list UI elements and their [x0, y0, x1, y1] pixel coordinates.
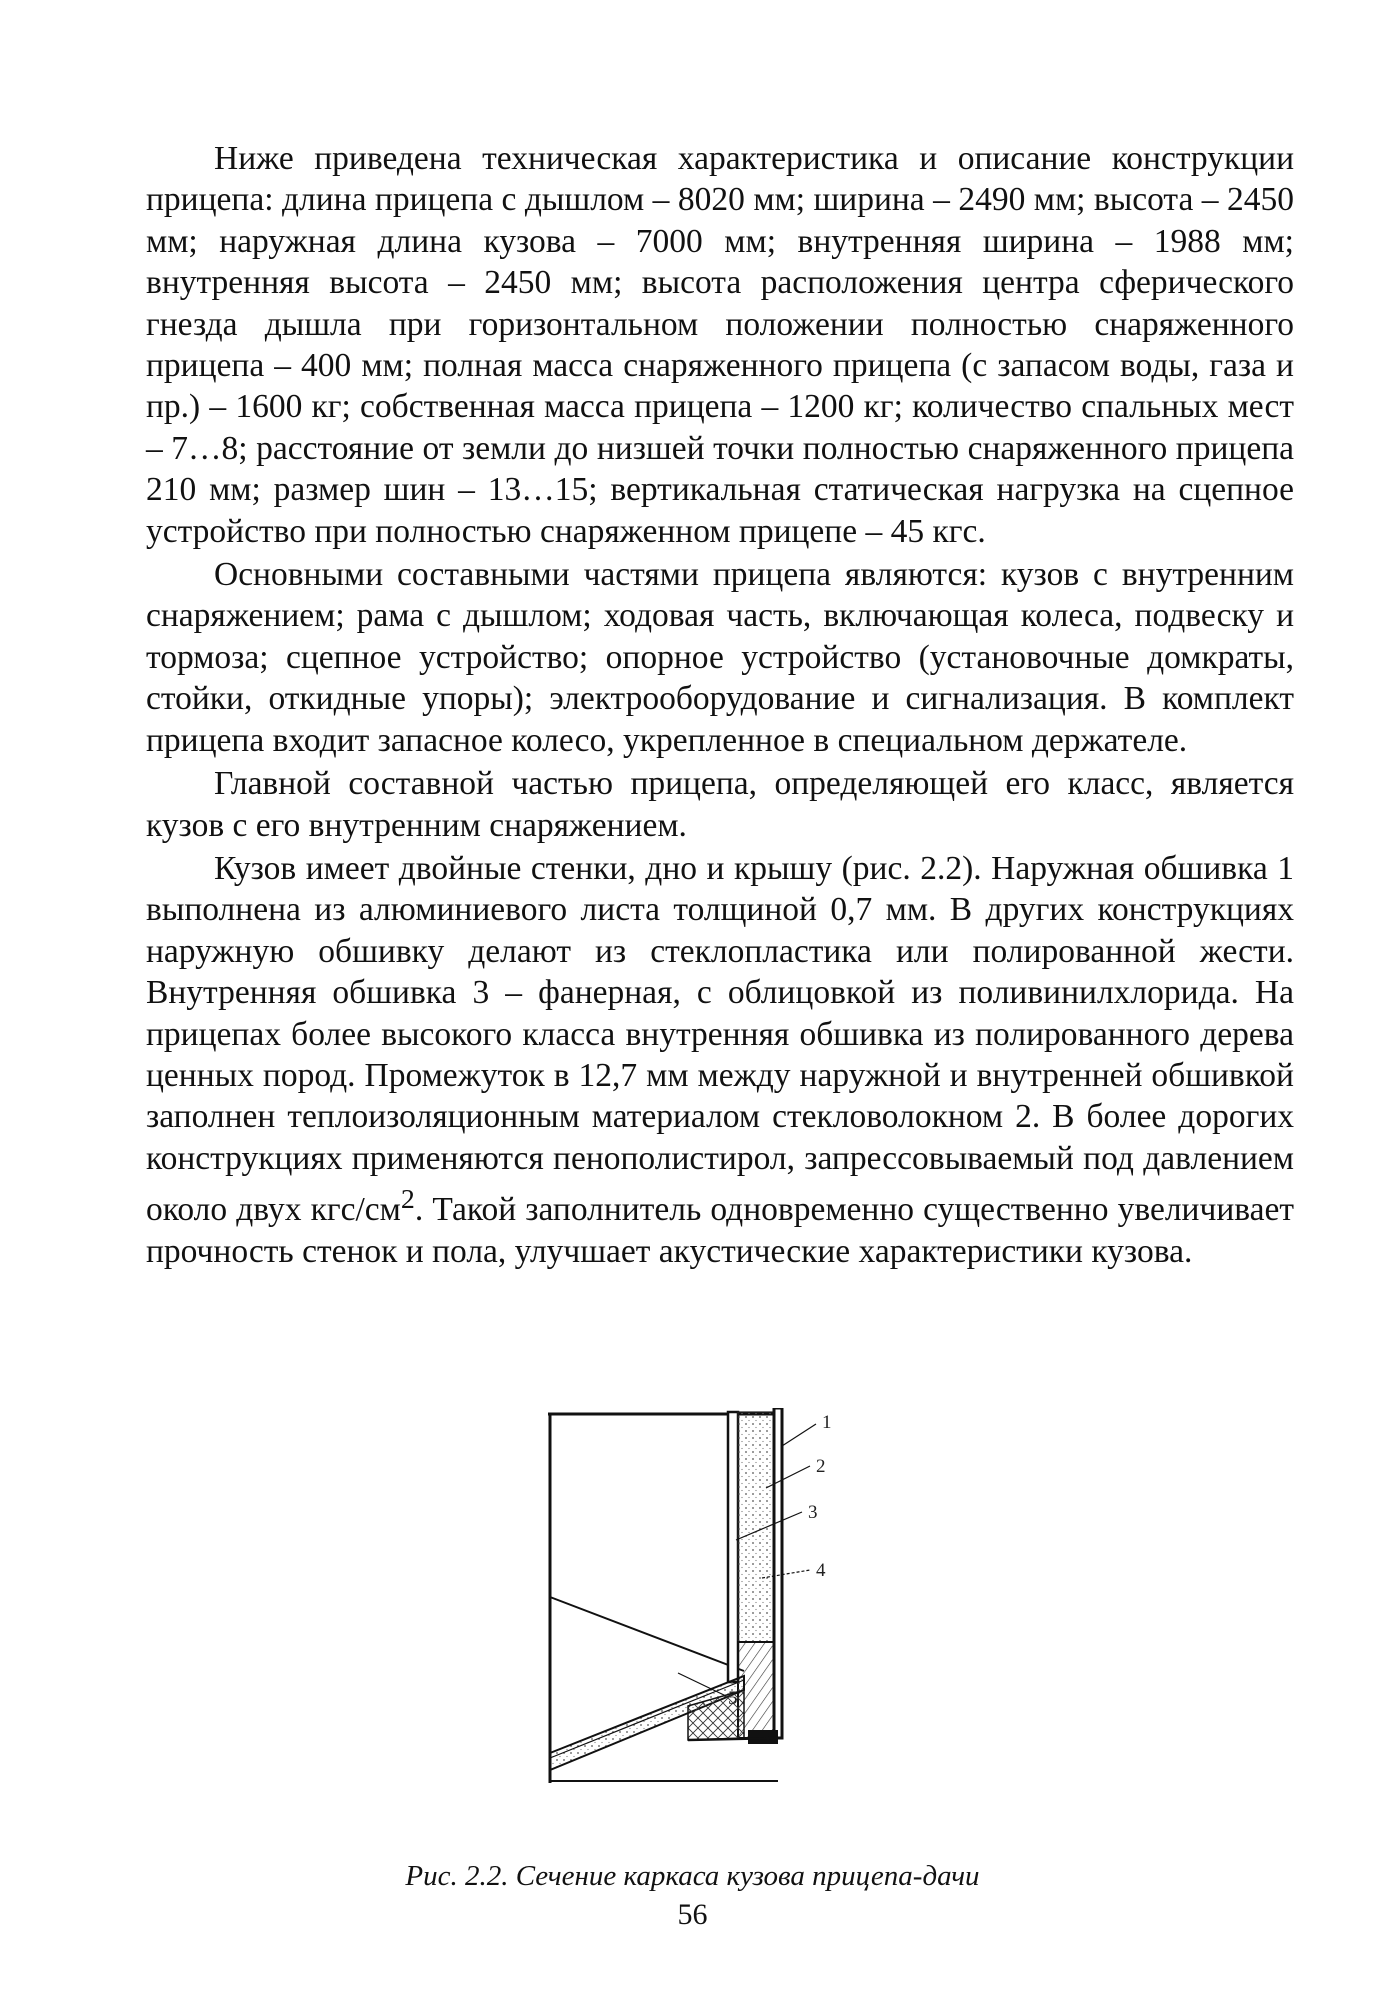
paragraph-specs: Ниже приведена техническая характеристика и описание конструкции прицепа: длина прицепа с дышлом – 8020 мм; ширина – 2490 мм; высота – 2450 мм; наружная длина кузова – 7000 мм; внутренняя ширина – 1988 мм; внутренняя высота – 2450 мм; высота расположения центра сферического гнезда дышла при горизонтальном положении полностью снаряженного прицепа – 400 мм; полная масса снаряженного прицепа (с запасом воды, газа и пр.) – 1600 кг; собственная масса прицепа – 1200 кг; количество спальных мест – 7…8; расстояние от земли до низшей точки полностью снаряженного прицепа 210 мм; размер шин – 13…15; вертикальная статическая нагрузка на сцепное устройство при полностью снаряженном прицепе – 45 кгс. — [146, 140, 1294, 550]
paragraph-body-class: Главной составной частью прицепа, определяющей его класс, является кузов с его внутренним снаряжением. — [146, 765, 1294, 844]
label-2: 2 — [816, 1456, 826, 1477]
paragraph-body-walls-tail: . Такой заполнитель одновременно существенно увеличивает прочность стенок и пола, улучшает акустические характеристики кузова. — [146, 1191, 1295, 1270]
page-number: 56 — [677, 1898, 708, 1931]
insulation-2 — [738, 1412, 774, 1642]
figure-body-section — [548, 1408, 948, 1808]
label-3: 3 — [808, 1502, 818, 1523]
label-1: 1 — [822, 1412, 832, 1433]
inner-lining-3 — [728, 1412, 738, 1682]
figure-caption: Рис. 2.2. Сечение каркаса кузова прицепа-дачи — [405, 1860, 980, 1892]
label-4: 4 — [816, 1560, 826, 1581]
paragraph-body-walls — [146, 848, 1294, 1272]
superscript-2: 2 — [400, 1184, 415, 1216]
leader-1 — [782, 1424, 816, 1446]
body-section-drawing — [548, 1408, 948, 1808]
paragraph-body-walls-main: Кузов имеет двойные стенки, дно и крышу (рис. 2.2). Наружная обшивка 1 выполнена из алюминиевого листа толщиной 0,7 мм. В других конструкциях наружную обшивку делают из стеклопластика или полированной жести. Внутренняя обшивка 3 – фанерная, с облицовкой из поливинилхлорида. На прицепах более высокого класса внутренняя обшивка из полированного дерева ценных пород. Промежуток в 12,7 мм между наружной и внутренней обшивкой заполнен теплоизоляционным материалом стекловолокном 2. В более дорогих конструкциях применяются пенополистирол, запрессовываемый под давлением около двух кгс/см — [146, 849, 1294, 1229]
body-text — [146, 138, 1294, 1274]
paragraph-components: Основными составными частями прицепа являются: кузов с внутренним снаряжением; рама с дышлом; ходовая часть, включающая колеса, подвеску и тормоза; сцепное устройство; опорное устройство (установочные домкраты, стойки, откидные упоры); электрооборудование и сигнализация. В комплект прицепа входит запасное колесо, укрепленное в специальном держателе. — [146, 556, 1294, 759]
label-5: 5 — [728, 1688, 738, 1709]
outer-skin-1 — [774, 1408, 782, 1738]
perspective-line — [550, 1597, 744, 1671]
